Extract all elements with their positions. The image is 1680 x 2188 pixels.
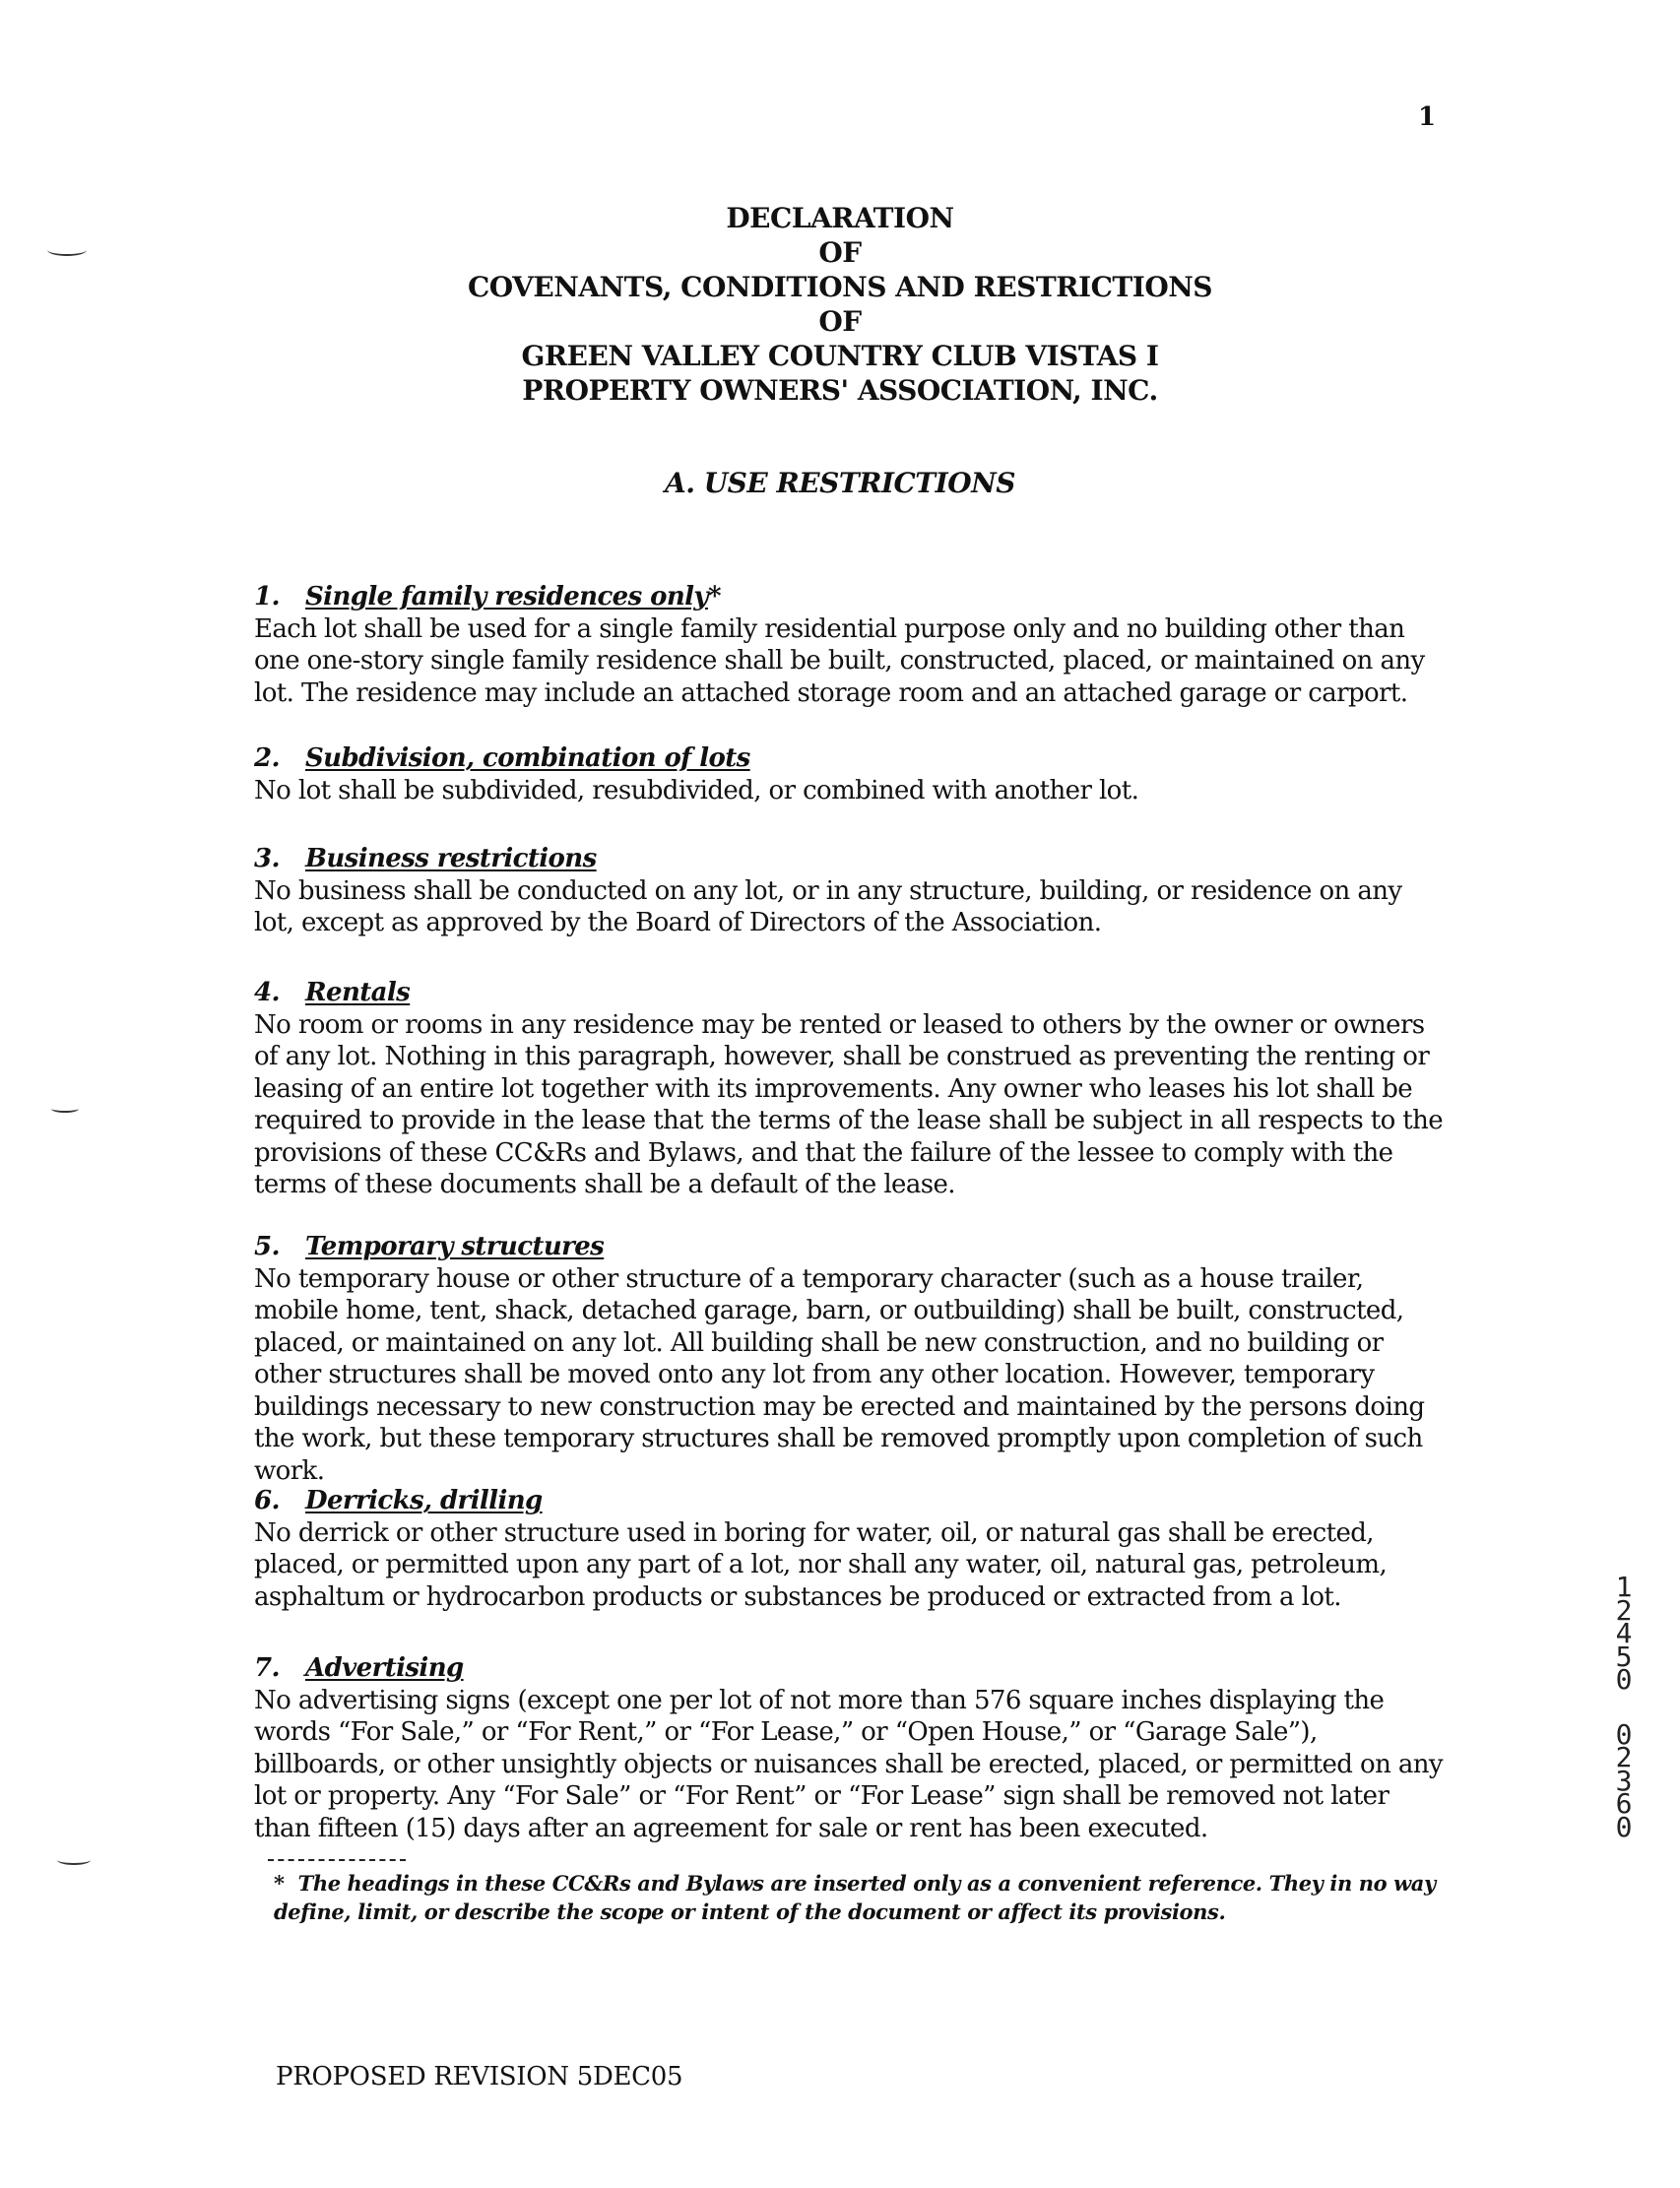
title-line: PROPERTY OWNERS' ASSOCIATION, INC. xyxy=(522,374,1158,407)
restriction-item-2 xyxy=(254,742,1446,806)
footnote-divider xyxy=(268,1859,406,1861)
restriction-title: Single family residences only xyxy=(305,582,708,611)
stamp-digit: 2 xyxy=(1615,1741,1633,1773)
restriction-number: 3. xyxy=(254,844,280,873)
restriction-item-6 xyxy=(254,1485,1446,1613)
stamp-digit: 5 xyxy=(1615,1640,1633,1673)
restriction-title: Rentals xyxy=(305,978,411,1007)
restriction-item-5 xyxy=(254,1231,1446,1487)
restriction-title: Subdivision, combination of lots xyxy=(305,743,750,773)
document-stamp-number xyxy=(1609,1571,1639,1843)
restriction-heading xyxy=(254,977,1446,1009)
stamp-digit: 4 xyxy=(1615,1617,1633,1649)
footnote xyxy=(274,1869,1436,1926)
restriction-number: 1. xyxy=(254,582,280,611)
punch-hole-mark xyxy=(47,244,87,256)
stamp-digit: 0 xyxy=(1615,1810,1633,1843)
title-line: OF xyxy=(818,236,862,269)
restriction-text: No temporary house or other structure of a temporary character (such as a house trailer, mobile home, tent, shack, detached garage, barn, or outbuilding) shall be built, constructed, placed, or maintained on any lot. All building shall be new construction, and no building or other structures shall be moved onto any lot from any other location. However, temporary buildings necessary to new construction may be erected and maintained by the persons doing the work, but these temporary structures shall be removed promptly upon completion of such work. xyxy=(254,1263,1425,1486)
restriction-item-4 xyxy=(254,977,1446,1201)
restriction-number: 6. xyxy=(254,1486,280,1515)
restriction-number: 4. xyxy=(254,978,280,1007)
stamp-digit: 2 xyxy=(1615,1593,1633,1627)
document-title xyxy=(295,201,1385,408)
restriction-number: 7. xyxy=(254,1653,280,1683)
restriction-title: Business restrictions xyxy=(305,844,597,873)
restriction-text: No business shall be conducted on any lot, or in any structure, building, or residence on any lot, except as approved by the Board of Directors of the Association. xyxy=(254,875,1402,937)
stamp-digit: 6 xyxy=(1615,1787,1633,1820)
title-line: GREEN VALLEY COUNTRY CLUB VISTAS I xyxy=(521,340,1159,372)
stamp-digit: 0 xyxy=(1615,1717,1633,1751)
footnote-marker: * xyxy=(707,582,721,611)
restriction-heading xyxy=(254,1231,1446,1263)
restriction-title: Advertising xyxy=(305,1653,464,1683)
stamp-digit: 0 xyxy=(1615,1663,1633,1696)
restriction-title: Temporary structures xyxy=(305,1232,605,1261)
title-line: OF xyxy=(818,305,862,338)
footnote-text: The headings in these CC&Rs and Bylaws are inserted only as a convenient reference. They in no way define, limit, or describe the scope or intent of the document or affect its provisions. xyxy=(274,1871,1436,1924)
restriction-item-7 xyxy=(254,1652,1446,1844)
restriction-text: No derrick or other structure used in boring for water, oil, or natural gas shall be erected, placed, or permitted upon any part of a lot, nor shall any water, oil, natural gas, petroleum, asphaltum or hydrocarbon products or substances be produced or extracted from a lot. xyxy=(254,1517,1388,1612)
punch-hole-mark xyxy=(51,1105,79,1113)
restriction-heading xyxy=(254,581,1446,613)
restriction-item-1 xyxy=(254,581,1446,709)
stamp-digit: 3 xyxy=(1615,1764,1633,1797)
page-number: 1 xyxy=(1418,102,1437,132)
restriction-title: Derricks, drilling xyxy=(305,1486,543,1515)
restriction-heading xyxy=(254,843,1446,875)
revision-footer: PROPOSED REVISION 5DEC05 xyxy=(276,2062,683,2091)
restriction-text: No advertising signs (except one per lot of not more than 576 square inches displaying the words “For Sale,” or “For Rent,” or “For Lease,” or “Open House,” or “Garage Sale”), billboards, or other unsightly objects or nuisances shall be erected, placed, or permitted on any lot or property. Any “For Sale” or “For Rent” or “For Lease” sign shall be removed not later than fifteen (15) days after an agreement for sale or rent has been executed. xyxy=(254,1685,1444,1843)
restriction-text: No lot shall be subdivided, resubdivided, or combined with another lot. xyxy=(254,775,1139,805)
stamp-digit: 1 xyxy=(1615,1571,1633,1603)
restriction-heading xyxy=(254,1652,1446,1685)
restriction-heading xyxy=(254,1485,1446,1517)
restriction-number: 2. xyxy=(254,743,280,773)
punch-hole-mark xyxy=(57,1855,91,1865)
restriction-text: Each lot shall be used for a single family residential purpose only and no building other than one one-story single family residence shall be built, constructed, placed, or maintained on any lot. The residence may include an attached storage room and an attached garage or carport. xyxy=(254,613,1425,708)
title-line: COVENANTS, CONDITIONS AND RESTRICTIONS xyxy=(467,271,1213,303)
restriction-text: No room or rooms in any residence may be rented or leased to others by the owner or owners of any lot. Nothing in this paragraph, however, shall be construed as preventing the renting or leasing of an entire lot together with its improvements. Any owner who leases his lot shall be required to provide in the lease that the terms of the lease shall be subject in all respects to the provisions of these CC&Rs and Bylaws, and that the failure of the lessee to comply with the terms of these documents shall be a default of the lease. xyxy=(254,1009,1444,1199)
restriction-heading xyxy=(254,742,1446,775)
restriction-item-3 xyxy=(254,843,1446,939)
section-heading: A. USE RESTRICTIONS xyxy=(665,467,1015,499)
footnote-marker: * xyxy=(274,1871,285,1896)
restriction-number: 5. xyxy=(254,1232,280,1261)
title-line: DECLARATION xyxy=(726,202,954,234)
